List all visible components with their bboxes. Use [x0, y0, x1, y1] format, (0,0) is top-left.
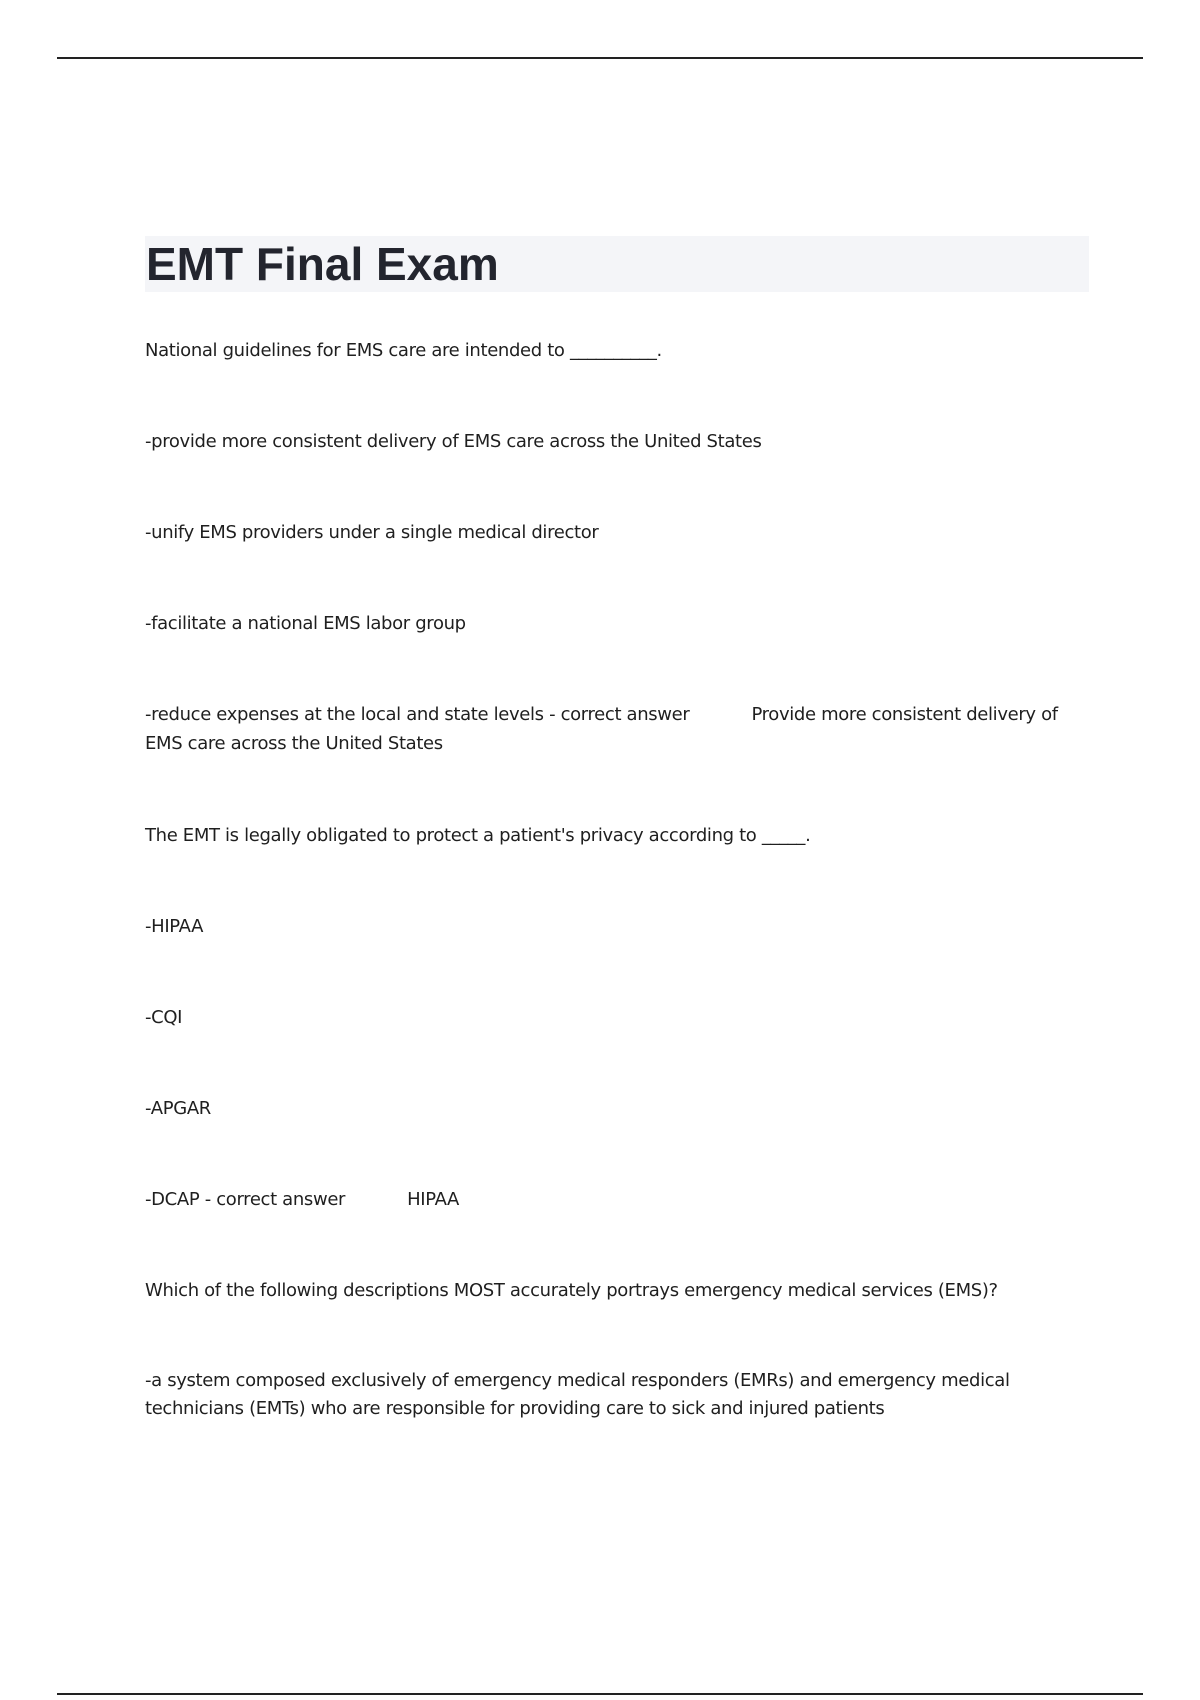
bottom-rule — [57, 1693, 1143, 1695]
q2-option-d: -DCAP - correct answer — [145, 1189, 346, 1210]
q2-correct-answer: HIPAA — [407, 1189, 460, 1210]
q1-option-d-with-answer — [145, 700, 1085, 758]
q1-option-d: -reduce expenses at the local and state levels - correct answer — [145, 704, 690, 725]
q1-correct-answer: Provide more consistent delivery of EMS care across the United States — [145, 704, 1058, 754]
q2-option-d-with-answer — [145, 1185, 459, 1214]
q1-option-c: -facilitate a national EMS labor group — [145, 613, 466, 634]
q2-option-b: -CQI — [145, 1007, 183, 1028]
q1-option-b: -unify EMS providers under a single medical director — [145, 522, 599, 543]
q2-option-c: -APGAR — [145, 1098, 211, 1119]
top-rule — [57, 57, 1143, 59]
question-2: The EMT is legally obligated to protect a patient's privacy according to _____. — [145, 825, 811, 846]
question-1: National guidelines for EMS care are intended to __________. — [145, 340, 662, 361]
question-3: Which of the following descriptions MOST accurately portrays emergency medical services (EMS)? — [145, 1280, 998, 1301]
q2-option-a: -HIPAA — [145, 916, 204, 937]
q3-option-a: -a system composed exclusively of emergency medical responders (EMRs) and emergency medical technicians (EMTs) who are responsible for providing care to sick and injured patients — [145, 1370, 1010, 1419]
q1-option-a: -provide more consistent delivery of EMS care across the United States — [145, 431, 762, 452]
document-title: EMT Final Exam — [146, 238, 499, 290]
